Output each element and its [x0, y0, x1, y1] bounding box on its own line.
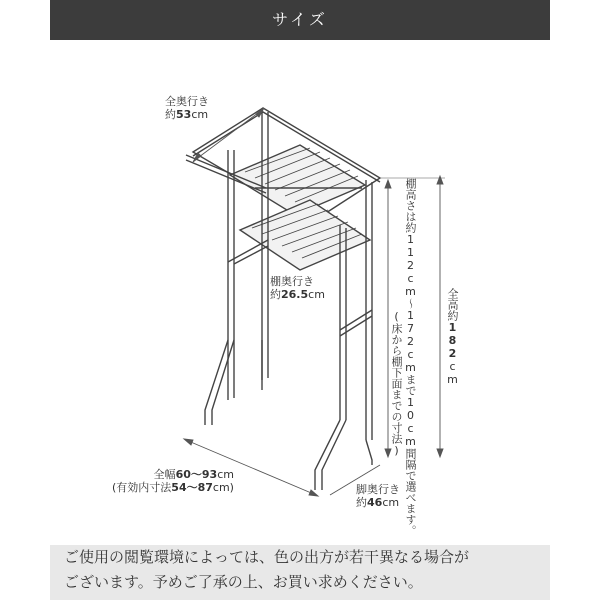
section-header	[50, 0, 550, 40]
disclaimer-line-2: ございます。予めご了承の上、お買い求めください。	[64, 573, 423, 591]
disclaimer-line-1: ご使用の閲覧環境によっては、色の出方が若干異なる場合が	[64, 548, 470, 566]
left-leg	[205, 340, 234, 425]
right-front-post	[340, 225, 346, 420]
shelf-depth-label	[270, 275, 325, 301]
rack-diagram	[0, 60, 600, 536]
shelf-height-text: 棚高さは約112cm〜172cmまで10cm間隔で選べます。	[404, 178, 417, 536]
shelf-height-subtext: (床から棚下面までの寸法)	[390, 310, 403, 457]
total-depth-title: 全奥行き	[165, 95, 209, 108]
shelf-depth-title: 棚奥行き	[270, 275, 314, 288]
leg-depth-value-line: 約46cm	[356, 496, 400, 509]
total-depth-label	[165, 95, 209, 121]
total-width-line1: 全幅60〜93cm	[153, 468, 234, 481]
total-width-line2: (有効内寸法54〜87cm)	[112, 481, 234, 494]
shelf-lower	[240, 200, 370, 270]
shelf-upper	[230, 145, 365, 215]
shelf-depth-value-line: 約26.5cm	[270, 288, 325, 301]
left-front-post	[228, 150, 234, 400]
total-width-label	[112, 468, 234, 494]
right-leg	[315, 420, 346, 490]
total-height-label: 全高約182cm	[446, 288, 459, 386]
section-title: サイズ	[272, 10, 328, 29]
total-depth-value-line: 約53cm	[165, 108, 209, 121]
color-disclaimer	[50, 545, 550, 600]
leg-depth-title: 脚奥行き	[356, 483, 400, 496]
